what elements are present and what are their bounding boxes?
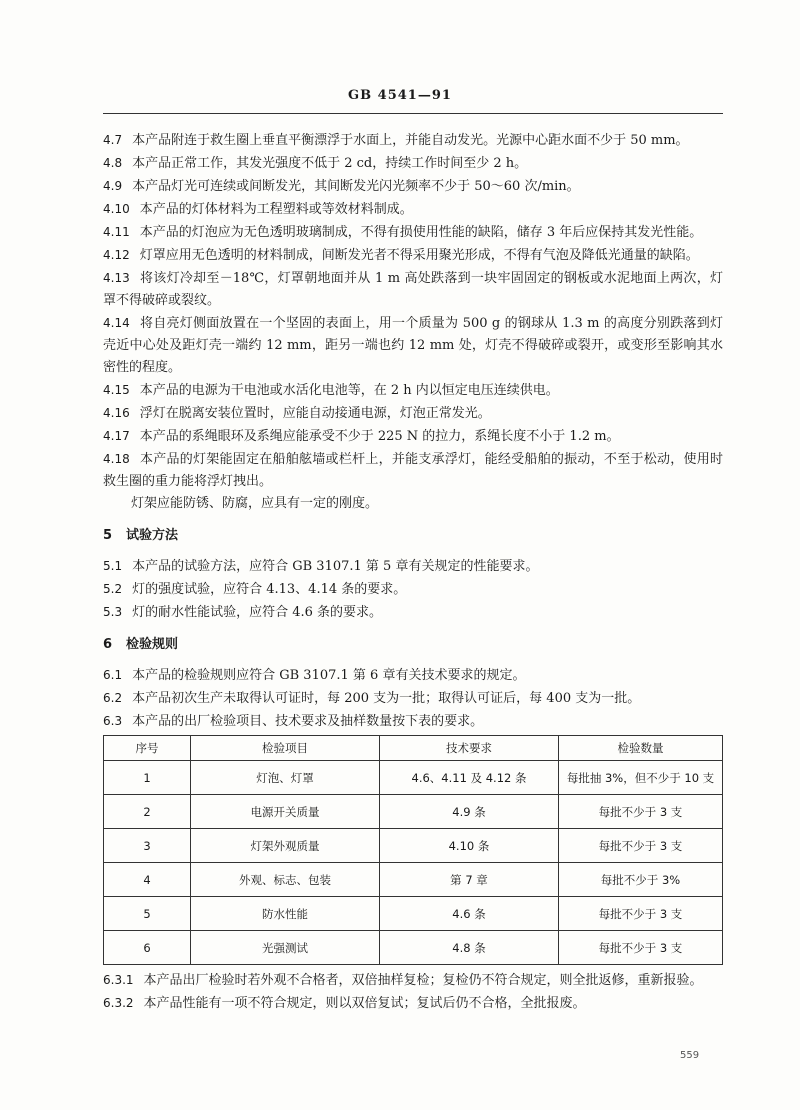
clause-6-3-2 — [103, 992, 723, 1015]
table-cell: 4 — [104, 863, 191, 897]
clause-number: 6.3.2 — [103, 996, 134, 1010]
table-cell: 每批不少于 3 支 — [559, 897, 723, 931]
table-cell: 灯泡、灯罩 — [191, 761, 380, 795]
table-cell: 5 — [104, 897, 191, 931]
clause-number: 4.18 — [103, 452, 130, 466]
table-cell: 6 — [104, 931, 191, 965]
inspection-table — [103, 735, 723, 965]
header-divider — [103, 113, 723, 114]
clause-text: 本产品的检验规则应符合 GB 3107.1 第 6 章有关技术要求的规定。 — [132, 668, 526, 683]
clause-text: 浮灯在脱离安装位置时，应能自动接通电源，灯泡正常发光。 — [139, 406, 491, 421]
table-cell: 4.6 条 — [380, 897, 559, 931]
table-cell: 1 — [104, 761, 191, 795]
table-cell: 每批不少于 3 支 — [559, 931, 723, 965]
clauses-after-table — [103, 969, 723, 1015]
clause-text: 本产品的灯泡应为无色透明玻璃制成，不得有损使用性能的缺陷，储存 3 年后应保持其发光性能。 — [139, 225, 703, 240]
clause-text: 本产品的系绳眼环及系绳应能承受不少于 225 N 的拉力，系绳长度不小于 1.2 m。 — [139, 429, 620, 444]
section-number: 6 — [103, 637, 113, 652]
clause-number: 4.10 — [103, 202, 130, 216]
table-cell: 4.6、4.11 及 4.12 条 — [380, 761, 559, 795]
clause-text: 灯罩应用无色透明的材料制成，间断发光者不得采用聚光形成，不得有气泡及降低光通量的缺陷。 — [139, 248, 699, 263]
clause-5-2 — [103, 578, 723, 601]
col-header-quantity: 检验数量 — [559, 736, 723, 761]
clause-number: 4.7 — [103, 133, 123, 147]
table-cell: 每批不少于 3% — [559, 863, 723, 897]
clause-4-16 — [103, 402, 723, 425]
clause-4-18 — [103, 448, 723, 493]
table-cell: 每批不少于 3 支 — [559, 829, 723, 863]
table-row — [104, 795, 723, 829]
table-cell: 每批不少于 3 支 — [559, 795, 723, 829]
table-row — [104, 897, 723, 931]
clause-5-3 — [103, 601, 723, 624]
clause-number: 5.3 — [103, 605, 123, 619]
clause-text: 本产品灯光可连续或间断发光，其间断发光闪光频率不少于 50～60 次/min。 — [132, 179, 580, 194]
table-cell: 3 — [104, 829, 191, 863]
col-header-serial: 序号 — [104, 736, 191, 761]
clause-number: 5.2 — [103, 582, 123, 596]
table-row — [104, 761, 723, 795]
clause-4-12 — [103, 244, 723, 267]
clause-4-18-continuation: 灯架应能防锈、防腐，应具有一定的刚度。 — [131, 496, 379, 511]
clause-number: 6.1 — [103, 668, 123, 682]
clause-number: 5.1 — [103, 559, 123, 573]
clause-text: 灯的强度试验，应符合 4.13、4.14 条的要求。 — [132, 582, 407, 597]
clause-text: 本产品的灯架能固定在船舶舷墙或栏杆上，并能支承浮灯，能经受船舶的振动，不至于松动，使用时救生圈的重力能将浮灯拽出。 — [103, 452, 723, 489]
table-cell: 每批抽 3%，但不少于 10 支 — [559, 761, 723, 795]
section-title-text: 试验方法 — [126, 528, 179, 543]
table-cell: 光强测试 — [191, 931, 380, 965]
clause-6-3-1 — [103, 969, 723, 992]
clause-6-2 — [103, 687, 723, 710]
clause-text: 本产品正常工作，其发光强度不低于 2 cd，持续工作时间至少 2 h。 — [132, 156, 528, 171]
clause-number: 6.3 — [103, 714, 123, 728]
table-cell: 防水性能 — [191, 897, 380, 931]
clause-text: 将该灯冷却至－18℃，灯罩朝地面并从 1 m 高处跌落到一块牢固固定的钢板或水泥地面上两次，灯罩不得破碎或裂纹。 — [103, 271, 723, 308]
table-cell: 4.8 条 — [380, 931, 559, 965]
table-cell: 灯架外观质量 — [191, 829, 380, 863]
table-header-row — [104, 736, 723, 761]
table-row — [104, 863, 723, 897]
clause-number: 4.8 — [103, 156, 123, 170]
clause-text: 本产品的灯体材料为工程塑料或等效材料制成。 — [139, 202, 413, 217]
section-title-text: 检验规则 — [126, 637, 179, 652]
table-cell: 4.10 条 — [380, 829, 559, 863]
clause-4-11 — [103, 221, 723, 244]
col-header-requirement: 技术要求 — [380, 736, 559, 761]
section-number: 5 — [103, 528, 113, 543]
clause-5-1 — [103, 555, 723, 578]
clause-text: 本产品出厂检验时若外观不合格者，双倍抽样复检；复检仍不符合规定，则全批返修，重新报验。 — [143, 973, 703, 988]
page-body — [103, 129, 723, 1015]
section-6-clauses — [103, 664, 723, 733]
clause-text: 本产品的试验方法，应符合 GB 3107.1 第 5 章有关规定的性能要求。 — [132, 559, 539, 574]
clause-number: 4.13 — [103, 271, 130, 285]
clause-number: 4.12 — [103, 248, 130, 262]
clause-text: 本产品初次生产未取得认可证时，每 200 支为一批；取得认可证后，每 400 支为一批。 — [132, 691, 641, 706]
clause-4-8 — [103, 152, 723, 175]
clause-4-10 — [103, 198, 723, 221]
section-6-title — [103, 634, 723, 656]
section-5-clauses — [103, 555, 723, 624]
table-cell: 外观、标志、包装 — [191, 863, 380, 897]
page-number: 559 — [680, 1050, 700, 1061]
table-cell: 第 7 章 — [380, 863, 559, 897]
clause-4-9 — [103, 175, 723, 198]
clause-number: 4.16 — [103, 406, 130, 420]
col-header-item: 检验项目 — [191, 736, 380, 761]
clause-text: 将自亮灯侧面放置在一个坚固的表面上，用一个质量为 500 g 的钢球从 1.3 m 的高度分别跌落到灯壳近中心处及距灯壳一端约 12 mm，距另一端也约 12 mm 处，灯壳不得破碎或裂开，或变形至影响其水密性的程度。 — [103, 316, 723, 375]
clause-number: 4.15 — [103, 383, 130, 397]
table-cell: 4.9 条 — [380, 795, 559, 829]
clause-number: 6.3.1 — [103, 973, 134, 987]
clause-number: 4.9 — [103, 179, 123, 193]
clause-number: 4.17 — [103, 429, 130, 443]
clause-6-3 — [103, 710, 723, 733]
document-header: GB 4541—91 — [348, 88, 452, 103]
section-4-clauses — [103, 129, 723, 493]
clause-text: 本产品性能有一项不符合规定，则以双倍复试；复试后仍不合格，全批报废。 — [143, 996, 586, 1011]
clause-number: 4.14 — [103, 316, 130, 330]
clause-text: 本产品的出厂检验项目、技术要求及抽样数量按下表的要求。 — [132, 714, 484, 729]
clause-number: 4.11 — [103, 225, 130, 239]
section-5-title — [103, 525, 723, 547]
clause-text: 灯的耐水性能试验，应符合 4.6 条的要求。 — [132, 605, 383, 620]
clause-4-7 — [103, 129, 723, 152]
clause-text: 本产品附连于救生圈上垂直平衡漂浮于水面上，并能自动发光。光源中心距水面不少于 50 mm。 — [132, 133, 689, 148]
table-row — [104, 829, 723, 863]
table-row — [104, 931, 723, 965]
clause-text: 本产品的电源为干电池或水活化电池等，在 2 h 内以恒定电压连续供电。 — [139, 383, 559, 398]
clause-4-13 — [103, 267, 723, 312]
clause-number: 6.2 — [103, 691, 123, 705]
clause-4-15 — [103, 379, 723, 402]
table-cell: 2 — [104, 795, 191, 829]
table-cell: 电源开关质量 — [191, 795, 380, 829]
clause-4-17 — [103, 425, 723, 448]
clause-4-14 — [103, 312, 723, 379]
clause-6-1 — [103, 664, 723, 687]
